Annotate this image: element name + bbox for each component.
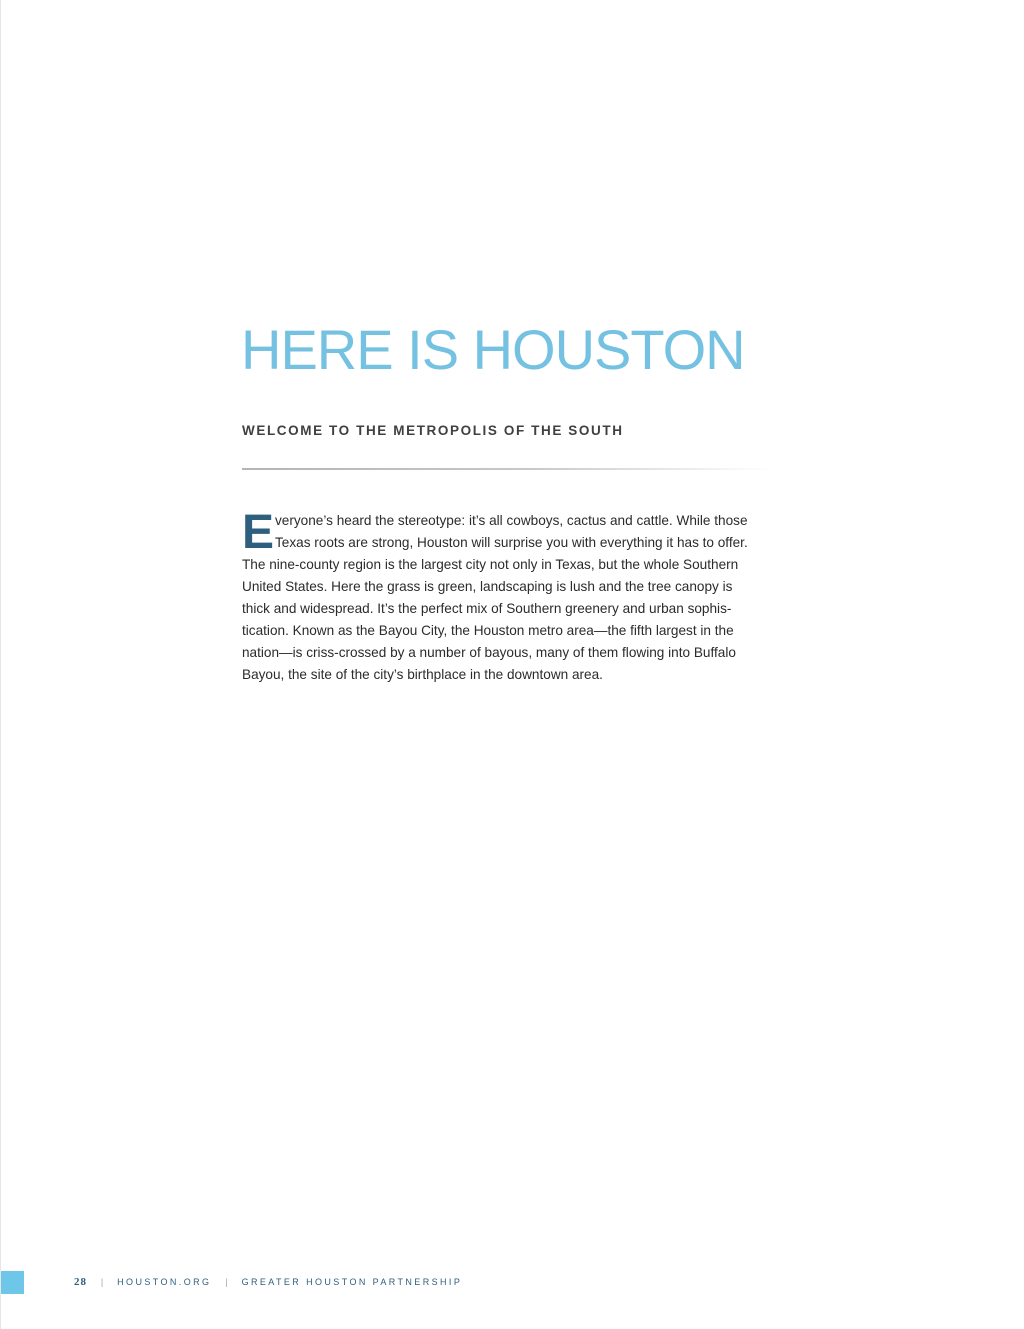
page-number: 28 xyxy=(74,1276,87,1288)
body-paragraph xyxy=(242,506,772,686)
body-line: Bayou, the site of the city’s birthplace in the downtown area. xyxy=(242,667,603,682)
body-line: nation—is criss-crossed by a number of bayous, many of them flowing into Buffalo xyxy=(242,645,736,660)
drop-cap: E xyxy=(242,506,275,559)
footer-website: HOUSTON.ORG xyxy=(117,1277,212,1287)
body-line: The nine-county region is the largest city not only in Texas, but the whole Southern xyxy=(242,557,739,572)
body-line: thick and widespread. It’s the perfect mix of Southern greenery and urban sophis- xyxy=(242,601,732,616)
footer-accent-square xyxy=(1,1271,24,1294)
footer-organization: GREATER HOUSTON PARTNERSHIP xyxy=(241,1277,463,1287)
divider-rule xyxy=(242,468,772,470)
body-line: veryone’s heard the stereotype: it’s all cowboys, cactus and cattle. While those xyxy=(275,513,748,528)
page-subtitle: WELCOME TO THE METROPOLIS OF THE SOUTH xyxy=(242,423,624,438)
body-line: tication. Known as the Bayou City, the Houston metro area—the fifth largest in the xyxy=(242,623,734,638)
body-line: Texas roots are strong, Houston will surprise you with everything it has to offer. xyxy=(275,535,748,550)
footer-separator: | xyxy=(225,1277,228,1287)
footer-separator: | xyxy=(100,1277,104,1287)
body-line: United States. Here the grass is green, landscaping is lush and the tree canopy is xyxy=(242,579,733,594)
page-footer xyxy=(74,1276,462,1288)
page-title: HERE IS HOUSTON xyxy=(241,318,745,381)
